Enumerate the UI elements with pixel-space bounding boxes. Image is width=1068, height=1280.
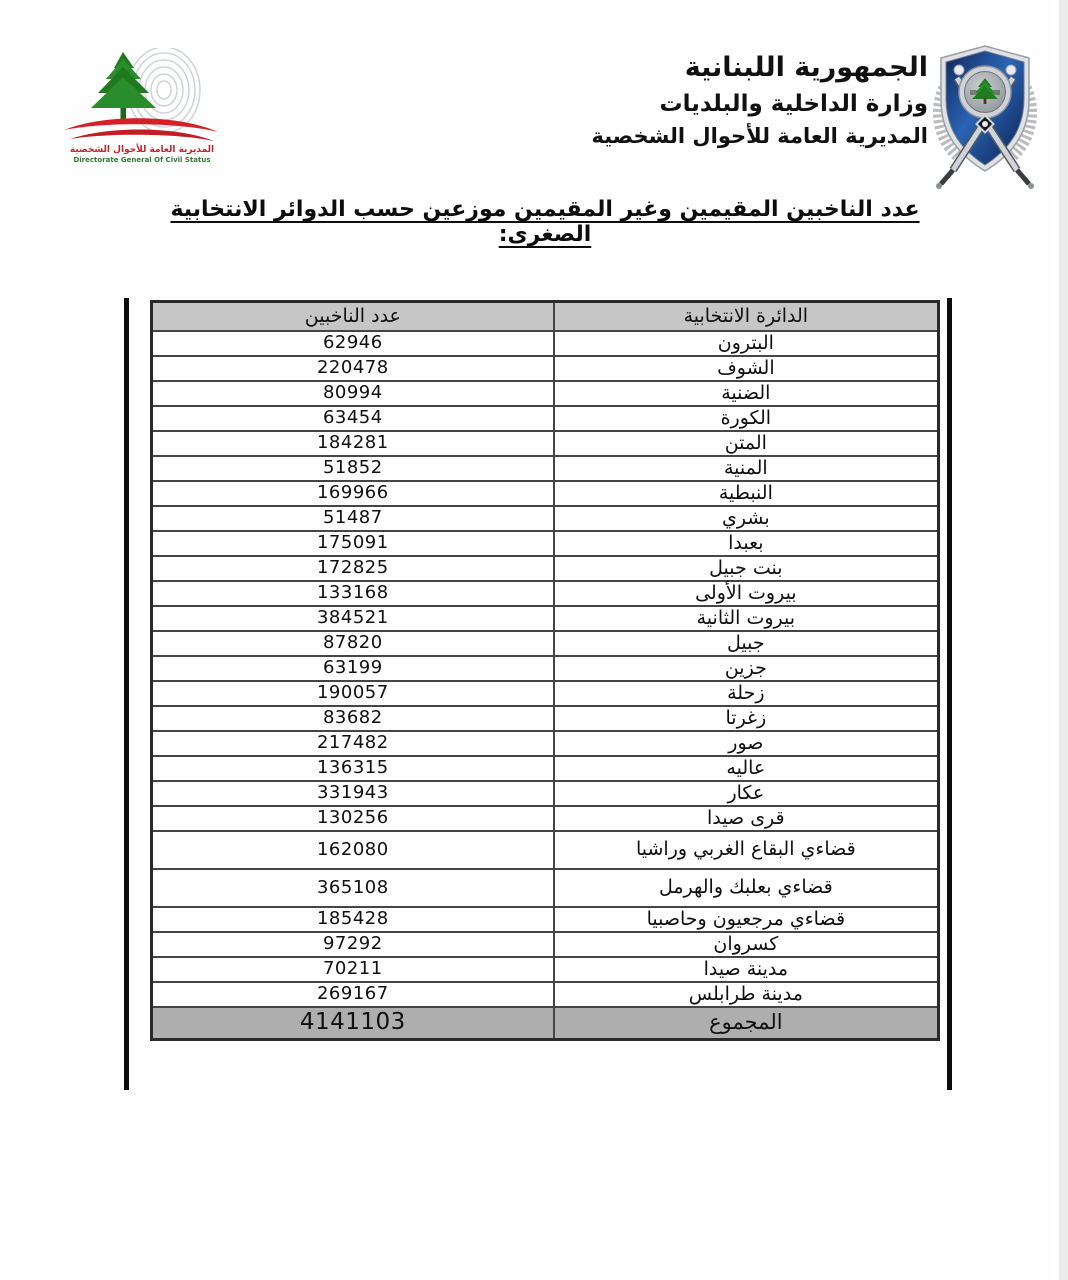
table-header-district: الدائرة الانتخابية xyxy=(554,302,939,331)
table-row xyxy=(152,756,939,781)
voters-cell: 51852 xyxy=(152,456,554,481)
voters-cell: 63199 xyxy=(152,656,554,681)
district-cell: الضنية xyxy=(554,381,939,406)
table-row xyxy=(152,869,939,907)
ministry-line: وزارة الداخلية والبلديات xyxy=(659,91,928,117)
voters-cell: 83682 xyxy=(152,706,554,731)
table-row xyxy=(152,406,939,431)
district-cell: قضاءي البقاع الغربي وراشيا xyxy=(554,831,939,869)
total-row xyxy=(152,1007,939,1040)
voters-cell: 136315 xyxy=(152,756,554,781)
voters-cell: 365108 xyxy=(152,869,554,907)
district-cell: النبطية xyxy=(554,481,939,506)
table-row xyxy=(152,331,939,356)
district-cell: جبيل xyxy=(554,631,939,656)
district-cell: زغرتا xyxy=(554,706,939,731)
voters-cell: 162080 xyxy=(152,831,554,869)
table-row xyxy=(152,706,939,731)
total-label: المجموع xyxy=(554,1007,939,1040)
government-header xyxy=(592,52,929,148)
voters-cell: 217482 xyxy=(152,731,554,756)
district-cell: مدينة صيدا xyxy=(554,957,939,982)
district-cell: بشري xyxy=(554,506,939,531)
district-cell: بنت جبيل xyxy=(554,556,939,581)
table-row xyxy=(152,531,939,556)
table-row xyxy=(152,506,939,531)
district-cell: مدينة طرابلس xyxy=(554,982,939,1007)
district-cell: المتن xyxy=(554,431,939,456)
district-cell: عاليه xyxy=(554,756,939,781)
district-cell: بيروت الثانية xyxy=(554,606,939,631)
district-cell: عكار xyxy=(554,781,939,806)
voters-cell: 133168 xyxy=(152,581,554,606)
district-cell: بعبدا xyxy=(554,531,939,556)
fold-line-right xyxy=(947,298,952,1090)
table-row xyxy=(152,831,939,869)
district-cell: الشوف xyxy=(554,356,939,381)
voters-table-wrap xyxy=(150,300,940,1041)
district-cell: الكورة xyxy=(554,406,939,431)
district-cell: جزين xyxy=(554,656,939,681)
voters-cell: 62946 xyxy=(152,331,554,356)
table-row xyxy=(152,456,939,481)
voters-cell: 384521 xyxy=(152,606,554,631)
fold-line-left xyxy=(124,298,129,1090)
voters-cell: 185428 xyxy=(152,907,554,932)
table-row xyxy=(152,932,939,957)
table-row xyxy=(152,681,939,706)
voters-cell: 184281 xyxy=(152,431,554,456)
voters-cell: 331943 xyxy=(152,781,554,806)
district-cell: بيروت الأولى xyxy=(554,581,939,606)
table-header-row xyxy=(152,302,939,331)
table-row xyxy=(152,431,939,456)
voters-cell: 130256 xyxy=(152,806,554,831)
voters-cell: 70211 xyxy=(152,957,554,982)
district-cell: قضاءي مرجعيون وحاصبيا xyxy=(554,907,939,932)
district-cell: قرى صيدا xyxy=(554,806,939,831)
voters-cell: 220478 xyxy=(152,356,554,381)
table-row xyxy=(152,581,939,606)
voters-cell: 97292 xyxy=(152,932,554,957)
voters-cell: 172825 xyxy=(152,556,554,581)
table-row xyxy=(152,356,939,381)
ministry-emblem-icon xyxy=(924,40,1046,190)
table-row xyxy=(152,481,939,506)
voters-cell: 190057 xyxy=(152,681,554,706)
table-row xyxy=(152,982,939,1007)
voters-cell: 87820 xyxy=(152,631,554,656)
voters-cell: 169966 xyxy=(152,481,554,506)
table-row xyxy=(152,806,939,831)
civil-status-logo xyxy=(56,48,228,168)
district-cell: البترون xyxy=(554,331,939,356)
civil-status-english-label: Directorate General Of Civil Status xyxy=(73,156,211,164)
district-cell: قضاءي بعلبك والهرمل xyxy=(554,869,939,907)
district-cell: زحلة xyxy=(554,681,939,706)
scan-edge-strip xyxy=(1053,0,1068,1280)
district-cell: كسروان xyxy=(554,932,939,957)
district-cell: المنية xyxy=(554,456,939,481)
republic-line: الجمهورية اللبنانية xyxy=(684,52,928,83)
voters-cell: 63454 xyxy=(152,406,554,431)
table-row xyxy=(152,781,939,806)
voters-cell: 269167 xyxy=(152,982,554,1007)
table-row xyxy=(152,907,939,932)
cedar-icon xyxy=(91,52,156,124)
voters-cell: 175091 xyxy=(152,531,554,556)
voters-cell: 80994 xyxy=(152,381,554,406)
voters-table xyxy=(150,300,940,1041)
document-title: عدد الناخبين المقيمين وغير المقيمين موزعين حسب الدوائر الانتخابية الصغرى: xyxy=(170,197,920,247)
table-row xyxy=(152,731,939,756)
total-value: 4141103 xyxy=(152,1007,554,1040)
table-row xyxy=(152,957,939,982)
table-row xyxy=(152,606,939,631)
table-row xyxy=(152,381,939,406)
table-row xyxy=(152,656,939,681)
directorate-line: المديرية العامة للأحوال الشخصية xyxy=(591,124,928,148)
table-row xyxy=(152,631,939,656)
district-cell: صور xyxy=(554,731,939,756)
voters-cell: 51487 xyxy=(152,506,554,531)
table-header-voters: عدد الناخبين xyxy=(152,302,554,331)
civil-status-arabic-label: المديرية العامة للأحوال الشخصية xyxy=(69,145,215,155)
table-row xyxy=(152,556,939,581)
table-body xyxy=(152,331,939,1007)
